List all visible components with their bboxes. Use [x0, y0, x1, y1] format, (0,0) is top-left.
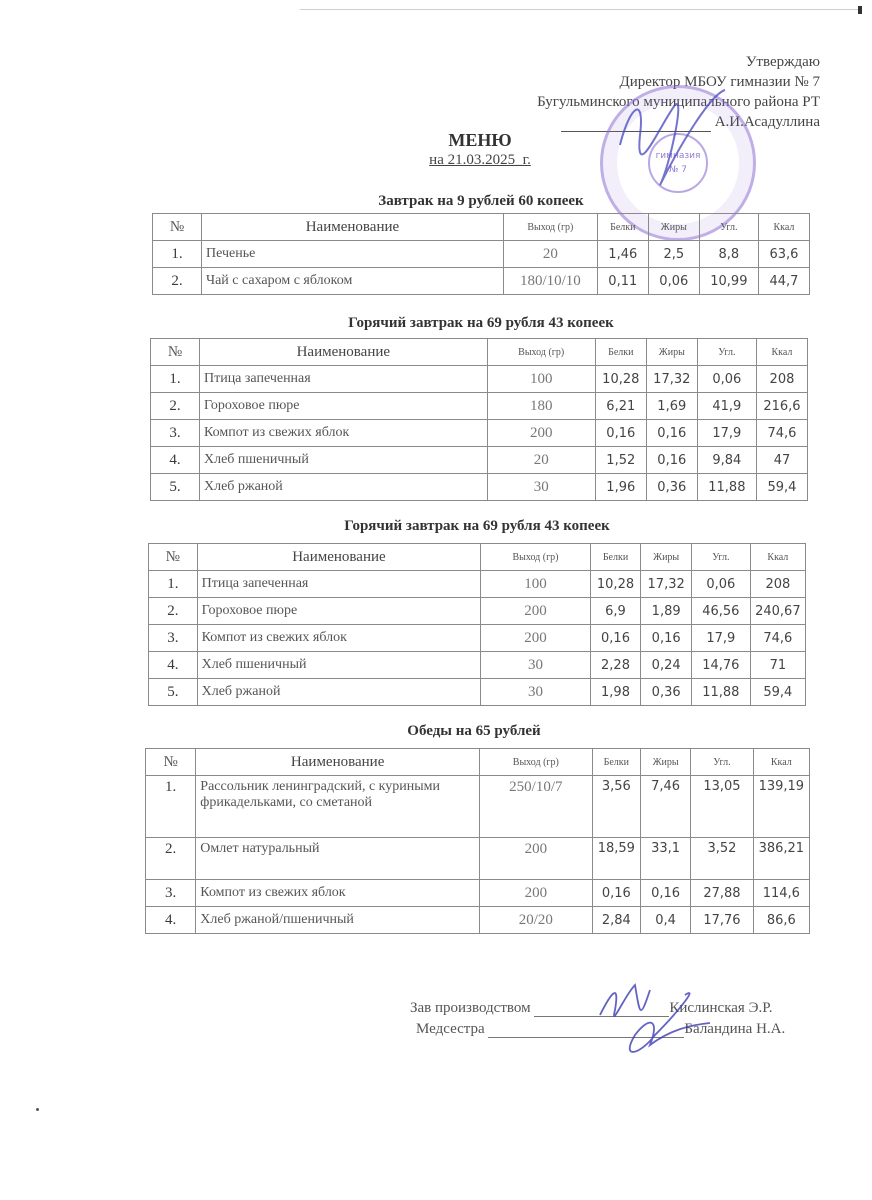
row-kcal: 386,21: [753, 838, 809, 880]
row-carbs: 0,06: [691, 571, 750, 598]
row-num: 1.: [151, 366, 200, 393]
row-kcal: 59,4: [750, 679, 805, 706]
row-name: Хлеб пшеничный: [197, 652, 481, 679]
row-protein: 10,28: [595, 366, 646, 393]
row-name: Рассольник ленинградский, с куриными фрикадельками, со сметаной: [196, 776, 480, 838]
col-num: №: [146, 749, 196, 776]
table-header-row: [151, 339, 808, 366]
table-row: [149, 652, 806, 679]
handwritten-signature-icon: [580, 975, 710, 1065]
row-carbs: 14,76: [691, 652, 750, 679]
row-fat: 0,16: [646, 420, 697, 447]
signoff-name: Кислинская Э.Р.: [669, 1000, 773, 1016]
row-yield: 200: [481, 625, 590, 652]
row-fat: 17,32: [641, 571, 692, 598]
approval-line-1: Утверждаю: [745, 54, 820, 70]
col-protein: Белки: [597, 214, 648, 241]
table-row: [151, 447, 808, 474]
row-protein: 2,28: [590, 652, 641, 679]
row-fat: 0,36: [641, 679, 692, 706]
row-yield: 30: [487, 474, 595, 501]
row-num: 2.: [153, 268, 202, 295]
col-carbs: Угл.: [691, 749, 753, 776]
table-row: [149, 679, 806, 706]
row-fat: 0,24: [641, 652, 692, 679]
row-fat: 2,5: [648, 241, 699, 268]
col-name: Наименование: [197, 544, 481, 571]
row-yield: 180: [487, 393, 595, 420]
row-carbs: 0,06: [697, 366, 756, 393]
col-fat: Жиры: [641, 544, 692, 571]
row-protein: 6,21: [595, 393, 646, 420]
col-protein: Белки: [592, 749, 640, 776]
row-fat: 7,46: [640, 776, 690, 838]
menu-table-hot-breakfast-1: [150, 338, 808, 501]
row-protein: 1,46: [597, 241, 648, 268]
table-row: [149, 598, 806, 625]
table-row: [146, 776, 810, 838]
col-fat: Жиры: [640, 749, 690, 776]
row-kcal: 74,6: [750, 625, 805, 652]
row-kcal: 208: [750, 571, 805, 598]
row-kcal: 86,6: [753, 907, 809, 934]
menu-table-breakfast: [152, 213, 810, 295]
row-protein: 0,16: [592, 880, 640, 907]
row-carbs: 46,56: [691, 598, 750, 625]
section-title-hot-breakfast-1: Горячий завтрак на 69 рубля 43 копеек: [348, 315, 614, 331]
col-name: Наименование: [196, 749, 480, 776]
row-num: 5.: [151, 474, 200, 501]
table-row: [153, 268, 810, 295]
signoff-name: Баландина Н.А.: [684, 1021, 786, 1037]
row-kcal: 59,4: [756, 474, 807, 501]
row-num: 4.: [149, 652, 198, 679]
stamp-number: № 7: [669, 165, 687, 175]
row-fat: 0,06: [648, 268, 699, 295]
row-protein: 6,9: [590, 598, 641, 625]
row-yield: 200: [480, 880, 593, 907]
row-kcal: 114,6: [753, 880, 809, 907]
row-protein: 3,56: [592, 776, 640, 838]
row-num: 3.: [151, 420, 200, 447]
table-header-row: [146, 749, 810, 776]
row-kcal: 44,7: [758, 268, 809, 295]
row-kcal: 208: [756, 366, 807, 393]
row-protein: 18,59: [592, 838, 640, 880]
menu-table-hot-breakfast-2: [148, 543, 806, 706]
table-row: [146, 880, 810, 907]
row-num: 1.: [153, 241, 202, 268]
col-carbs: Угл.: [697, 339, 756, 366]
row-carbs: 11,88: [691, 679, 750, 706]
row-carbs: 17,76: [691, 907, 753, 934]
row-yield: 20/20: [480, 907, 593, 934]
page-title: МЕНЮ: [448, 130, 512, 150]
table-row: [151, 420, 808, 447]
menu-table-lunch: [145, 748, 810, 934]
col-kcal: Ккал: [753, 749, 809, 776]
signoff-role: Зав производством: [410, 1000, 531, 1016]
row-num: 3.: [146, 880, 196, 907]
row-yield: 100: [487, 366, 595, 393]
row-fat: 0,16: [646, 447, 697, 474]
row-name: Хлеб ржаной/пшеничный: [196, 907, 480, 934]
row-kcal: 139,19: [753, 776, 809, 838]
col-num: №: [149, 544, 198, 571]
row-fat: 1,69: [646, 393, 697, 420]
table-row: [149, 625, 806, 652]
signoff-role: Медсестра: [416, 1021, 485, 1037]
row-carbs: 11,88: [697, 474, 756, 501]
row-carbs: 9,84: [697, 447, 756, 474]
row-yield: 180/10/10: [503, 268, 597, 295]
row-num: 2.: [151, 393, 200, 420]
row-name: Компот из свежих яблок: [199, 420, 487, 447]
col-num: №: [151, 339, 200, 366]
row-num: 4.: [146, 907, 196, 934]
row-yield: 250/10/7: [480, 776, 593, 838]
row-fat: 0,16: [641, 625, 692, 652]
col-yield: Выход (гр): [481, 544, 590, 571]
row-name: Птица запеченная: [199, 366, 487, 393]
col-yield: Выход (гр): [487, 339, 595, 366]
approval-line-2: Директор МБОУ гимназии № 7: [619, 74, 820, 90]
table-row: [153, 241, 810, 268]
row-name: Гороховое пюре: [197, 598, 481, 625]
col-kcal: Ккал: [750, 544, 805, 571]
col-yield: Выход (гр): [480, 749, 593, 776]
row-yield: 200: [481, 598, 590, 625]
col-fat: Жиры: [648, 214, 699, 241]
table-header-row: [149, 544, 806, 571]
row-fat: 0,4: [640, 907, 690, 934]
row-protein: 0,16: [595, 420, 646, 447]
row-name: Хлеб ржаной: [199, 474, 487, 501]
row-carbs: 3,52: [691, 838, 753, 880]
row-kcal: 240,67: [750, 598, 805, 625]
row-num: 2.: [146, 838, 196, 880]
table-row: [151, 366, 808, 393]
row-yield: 200: [487, 420, 595, 447]
approval-line-3: Бугульминского муниципального района РТ: [537, 94, 820, 110]
row-carbs: 10,99: [699, 268, 758, 295]
row-protein: 2,84: [592, 907, 640, 934]
table-row: [149, 571, 806, 598]
row-kcal: 216,6: [756, 393, 807, 420]
row-protein: 1,52: [595, 447, 646, 474]
row-num: 3.: [149, 625, 198, 652]
col-carbs: Угл.: [691, 544, 750, 571]
col-kcal: Ккал: [758, 214, 809, 241]
row-name: Компот из свежих яблок: [197, 625, 481, 652]
row-yield: 20: [487, 447, 595, 474]
row-name: Печенье: [201, 241, 503, 268]
row-num: 4.: [151, 447, 200, 474]
row-protein: 1,96: [595, 474, 646, 501]
row-fat: 17,32: [646, 366, 697, 393]
row-kcal: 63,6: [758, 241, 809, 268]
row-kcal: 47: [756, 447, 807, 474]
row-num: 2.: [149, 598, 198, 625]
row-carbs: 13,05: [691, 776, 753, 838]
table-row: [146, 838, 810, 880]
row-carbs: 17,9: [697, 420, 756, 447]
table-header-row: [153, 214, 810, 241]
scan-top-edge: [300, 9, 860, 10]
row-fat: 33,1: [640, 838, 690, 880]
row-yield: 200: [480, 838, 593, 880]
col-num: №: [153, 214, 202, 241]
row-num: 5.: [149, 679, 198, 706]
row-name: Компот из свежих яблок: [196, 880, 480, 907]
row-protein: 1,98: [590, 679, 641, 706]
row-fat: 1,89: [641, 598, 692, 625]
row-carbs: 8,8: [699, 241, 758, 268]
table-row: [151, 393, 808, 420]
row-kcal: 74,6: [756, 420, 807, 447]
row-name: Хлеб ржаной: [197, 679, 481, 706]
col-name: Наименование: [199, 339, 487, 366]
row-name: Хлеб пшеничный: [199, 447, 487, 474]
col-carbs: Угл.: [699, 214, 758, 241]
table-row: [146, 907, 810, 934]
row-protein: 10,28: [590, 571, 641, 598]
section-title-lunch: Обеды на 65 рублей: [407, 723, 541, 739]
row-yield: 30: [481, 652, 590, 679]
scan-corner-mark: [858, 6, 862, 14]
row-num: 1.: [146, 776, 196, 838]
section-title-breakfast: Завтрак на 9 рублей 60 копеек: [378, 193, 584, 209]
row-protein: 0,11: [597, 268, 648, 295]
row-name: Омлет натуральный: [196, 838, 480, 880]
col-yield: Выход (гр): [503, 214, 597, 241]
col-protein: Белки: [595, 339, 646, 366]
row-carbs: 17,9: [691, 625, 750, 652]
menu-date: на 21.03.2025_г.: [429, 152, 531, 168]
row-kcal: 71: [750, 652, 805, 679]
section-title-hot-breakfast-2: Горячий завтрак на 69 рубля 43 копеек: [344, 518, 610, 534]
row-yield: 30: [481, 679, 590, 706]
director-name: А.И.Асадуллина: [714, 114, 820, 130]
col-kcal: Ккал: [756, 339, 807, 366]
col-fat: Жиры: [646, 339, 697, 366]
row-carbs: 41,9: [697, 393, 756, 420]
scan-speck: [36, 1108, 39, 1111]
table-row: [151, 474, 808, 501]
stamp-text: гимназия: [655, 151, 701, 161]
row-carbs: 27,88: [691, 880, 753, 907]
row-name: Гороховое пюре: [199, 393, 487, 420]
row-fat: 0,36: [646, 474, 697, 501]
row-num: 1.: [149, 571, 198, 598]
row-name: Чай с сахаром с яблоком: [201, 268, 503, 295]
row-yield: 20: [503, 241, 597, 268]
col-protein: Белки: [590, 544, 641, 571]
row-name: Птица запеченная: [197, 571, 481, 598]
row-yield: 100: [481, 571, 590, 598]
row-fat: 0,16: [640, 880, 690, 907]
row-protein: 0,16: [590, 625, 641, 652]
col-name: Наименование: [201, 214, 503, 241]
